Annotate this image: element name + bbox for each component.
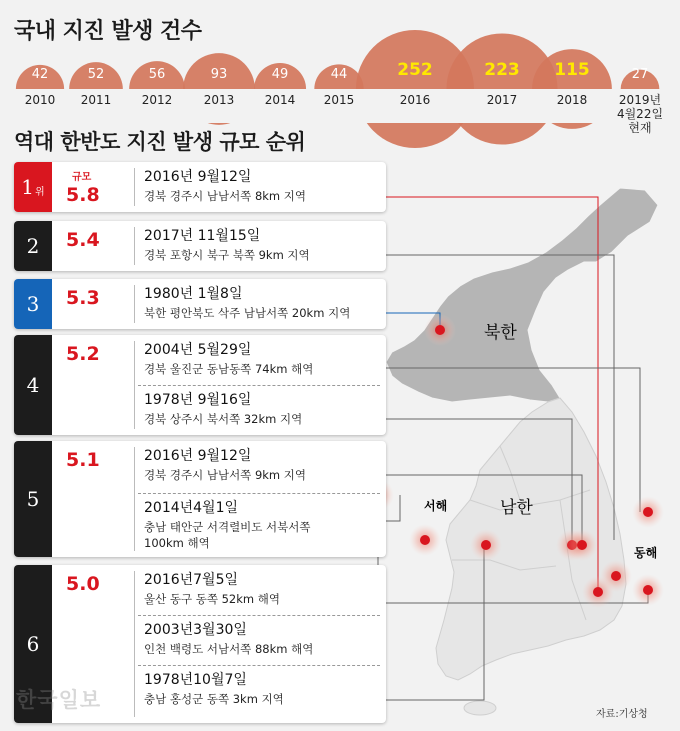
epicenter-marker (577, 540, 587, 550)
magnitude-value: 5.3 (66, 287, 100, 309)
year-label (189, 93, 249, 107)
card-divider (134, 168, 135, 206)
epicenter-marker (643, 585, 653, 595)
card-divider (134, 447, 135, 551)
ranking-title: 역대 한반도 지진 발생 규모 순위 (14, 130, 306, 154)
quake-date: 1980년 1월8일 (144, 286, 243, 302)
year-label-line: 2018 (556, 93, 588, 107)
bubble-value-label: 52 (87, 67, 105, 82)
epicenter-marker (593, 587, 603, 597)
rank-digit: 3 (26, 292, 40, 316)
epicenter-marker (435, 325, 445, 335)
year-label (309, 93, 369, 107)
quake-location: 인천 백령도 서남서쪽 88km 해역 (144, 642, 314, 656)
year-label (10, 93, 70, 107)
year-label-line: 2017 (486, 93, 518, 107)
rank-card-3 (14, 279, 386, 329)
magnitude-value: 5.0 (66, 573, 100, 595)
quake-location: 북한 평안북도 삭주 남남서쪽 20km 지역 (144, 306, 351, 320)
year-label-line: 2012 (141, 93, 173, 107)
year-label-line: 2013 (203, 93, 235, 107)
year-label (542, 93, 602, 107)
quake-date: 2004년 5월29일 (144, 342, 252, 358)
quake-location: 충남 태안군 서격렬비도 서북서쪽 (144, 520, 311, 534)
year-label (472, 93, 532, 107)
rank-card-5 (14, 441, 386, 557)
bubble-value-label: 93 (210, 67, 228, 82)
year-label (127, 93, 187, 107)
quake-date: 2017년 11월15일 (144, 228, 261, 244)
year-label (385, 93, 445, 107)
rank-digit: 4 (26, 373, 40, 397)
rank-number (14, 279, 52, 329)
epicenter-marker (420, 535, 430, 545)
year-label-line: 2015 (323, 93, 355, 107)
year-label (66, 93, 126, 107)
rank-number (14, 162, 52, 212)
bubble-value-label: 252 (397, 60, 433, 80)
chart-title: 국내 지진 발생 건수 (14, 19, 202, 44)
magnitude-value: 5.4 (66, 229, 100, 251)
rank-card-2 (14, 221, 386, 271)
bubble-value-label: 27 (631, 67, 649, 82)
rank-number (14, 335, 52, 435)
card-divider (134, 227, 135, 265)
epicenter-marker (643, 507, 653, 517)
south-korea-label: 남한 (500, 498, 533, 518)
magnitude-value: 5.2 (66, 343, 100, 365)
bubble-value-label: 115 (554, 60, 590, 80)
card-divider (134, 285, 135, 323)
entry-separator (138, 493, 380, 494)
quake-date: 2003년3월30일 (144, 622, 247, 638)
magnitude-value: 5.1 (66, 449, 100, 471)
east-sea-label: 동해 (634, 546, 658, 560)
map-north-korea (386, 188, 658, 402)
quake-location: 경북 경주시 남남서쪽 8km 지역 (144, 189, 306, 203)
card-divider (134, 341, 135, 429)
bubble-value-label: 223 (484, 60, 520, 80)
quake-date: 1978년 9월16일 (144, 392, 252, 408)
entry-separator (138, 665, 380, 666)
source-note: 자료:기상청 (596, 709, 648, 720)
epicenter-marker (611, 571, 621, 581)
quake-location: 경북 상주시 북서쪽 32km 지역 (144, 412, 303, 426)
quake-location: 울산 동구 동쪽 52km 해역 (144, 592, 280, 606)
year-label (610, 93, 670, 135)
quake-date: 2016년7월5일 (144, 572, 239, 588)
magnitude-value: 5.8 (66, 184, 100, 206)
quake-location: 충남 홍성군 동쪽 3km 지역 (144, 692, 284, 706)
rank-digit: 5 (26, 487, 40, 511)
year-label-line: 2010 (24, 93, 56, 107)
entry-separator (138, 385, 380, 386)
quake-date: 1978년10월7일 (144, 672, 247, 688)
bubble-value-label: 49 (271, 67, 289, 82)
rank-suffix: 위 (35, 186, 45, 198)
rank-card-4 (14, 335, 386, 435)
year-label-line: 2014 (264, 93, 296, 107)
entry-separator (138, 615, 380, 616)
rank-digit: 2 (26, 234, 40, 258)
year-label-line: 2016 (399, 93, 431, 107)
quake-location: 경북 울진군 동남동쪽 74km 해역 (144, 362, 314, 376)
year-label-line: 2019년 (618, 93, 662, 107)
rank-number (14, 221, 52, 271)
bubble-value-label: 56 (148, 67, 166, 82)
year-label-line: 2011 (80, 93, 112, 107)
quake-date: 2016년 9월12일 (144, 448, 252, 464)
quake-location-cont: 100km 해역 (144, 536, 210, 550)
quake-date: 2016년 9월12일 (144, 169, 252, 185)
quake-location: 경북 경주시 남남서쪽 9km 지역 (144, 468, 306, 482)
quake-date: 2014년4월1일 (144, 500, 239, 516)
west-sea-label: 서해 (424, 499, 448, 513)
north-korea-label: 북한 (484, 323, 517, 343)
year-label-line: 4월22일 (616, 107, 664, 121)
map-jeju (464, 701, 496, 715)
bubble-value-label: 44 (330, 67, 348, 82)
year-label (250, 93, 310, 107)
rank-digit: 1 (21, 175, 35, 199)
watermark-logo: 한국일보 (16, 688, 102, 712)
card-divider (134, 571, 135, 717)
rank-card-1 (14, 162, 386, 212)
epicenter-marker (481, 540, 491, 550)
bubble-chart (0, 30, 680, 148)
rank-digit: 6 (26, 632, 40, 656)
bubble-value-label: 42 (31, 67, 49, 82)
rank-number (14, 441, 52, 557)
magnitude-label: 규모 (72, 172, 92, 183)
year-label-line: 현재 (628, 121, 652, 135)
quake-location: 경북 포항시 북구 북쪽 9km 지역 (144, 248, 310, 262)
